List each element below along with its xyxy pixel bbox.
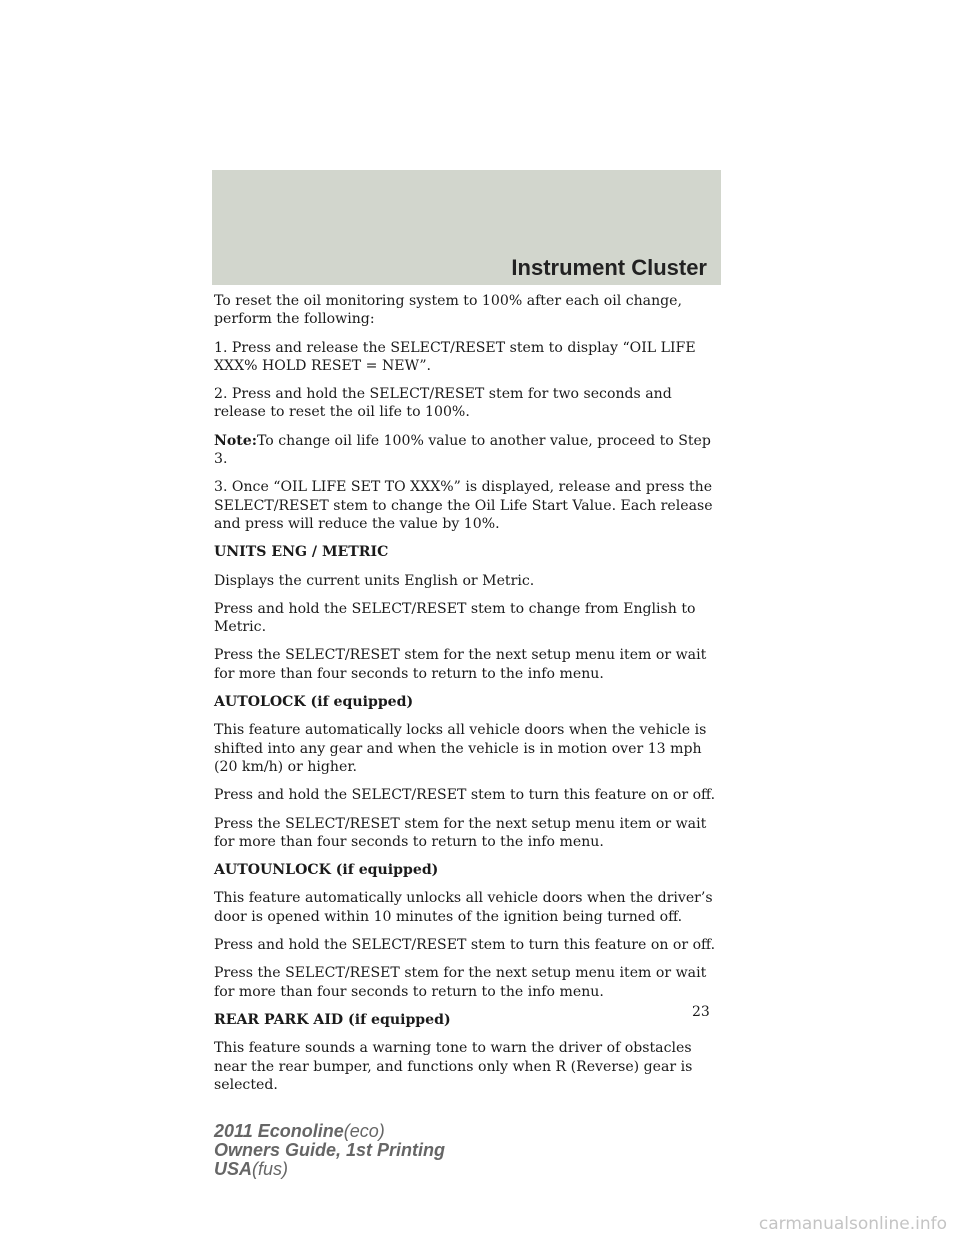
heading-autolock: AUTOLOCK (if equipped) xyxy=(214,694,414,711)
footer-model-code: (eco) xyxy=(343,1121,385,1141)
footer-market: USA xyxy=(214,1159,253,1179)
footer-edition xyxy=(214,1122,445,1179)
paragraph-autolock-toggle: Press and hold the SELECT/RESET stem to turn this feature on or off. xyxy=(214,787,716,804)
page-number: 23 xyxy=(692,1004,710,1020)
paragraph-autounlock-toggle: Press and hold the SELECT/RESET stem to turn this feature on or off. xyxy=(214,937,716,954)
footer-line-3 xyxy=(214,1160,445,1179)
paragraph-units-change: Press and hold the SELECT/RESET stem to change from English to Metric. xyxy=(214,600,696,636)
paragraph-step-2: 2. Press and hold the SELECT/RESET stem for two seconds and release to reset the oil life to 100%. xyxy=(214,386,672,421)
note-text: To change oil life 100% value to another value, proceed to Step 3. xyxy=(214,432,711,468)
paragraph-step-3: 3. Once “OIL LIFE SET TO XXX%” is displayed, release and press the SELECT/RESET stem to change the Oil Life Start Value. Each release and press will reduce the value by 10%. xyxy=(214,479,713,532)
paragraph-step-1: 1. Press and release the SELECT/RESET stem to display “OIL LIFE XXX% HOLD RESET = NEW”. xyxy=(214,339,696,374)
paragraph-intro: To reset the oil monitoring system to 100% after each oil change, perform the following: xyxy=(214,293,682,328)
heading-autounlock: AUTOUNLOCK (if equipped) xyxy=(214,862,439,879)
paragraph-rear-park-aid-desc: This feature sounds a warning tone to warn the driver of obstacles near the rear bumper, and functions only when R (Reverse) gear is selected. xyxy=(214,1040,693,1093)
paragraph-autounlock-next: Press the SELECT/RESET stem for the next setup menu item or wait for more than four seconds to return to the info menu. xyxy=(214,965,707,1000)
footer-line-2: Owners Guide, 1st Printing xyxy=(214,1140,446,1160)
note-label: Note: xyxy=(214,432,257,449)
paragraph-autounlock-desc: This feature automatically unlocks all vehicle doors when the driver’s door is opened within 10 minutes of the ignition being turned off. xyxy=(214,890,713,925)
heading-units: UNITS ENG / METRIC xyxy=(214,544,389,561)
watermark: carmanualsonline.info xyxy=(758,1214,947,1234)
body-text xyxy=(214,292,724,1104)
footer-market-code: (fus) xyxy=(252,1159,289,1179)
section-title: Instrument Cluster xyxy=(511,255,707,280)
paragraph-autolock-next: Press the SELECT/RESET stem for the next setup menu item or wait for more than four seconds to return to the info menu. xyxy=(214,815,707,850)
footer-model: 2011 Econoline xyxy=(214,1121,344,1141)
paragraph-note xyxy=(214,432,724,469)
section-header-box xyxy=(212,170,721,285)
paragraph-units-next: Press the SELECT/RESET stem for the next setup menu item or wait for more than four seconds to return to the info menu. xyxy=(214,647,707,682)
heading-rear-park-aid: REAR PARK AID (if equipped) xyxy=(214,1011,451,1028)
paragraph-units-display: Displays the current units English or Metric. xyxy=(214,572,535,589)
paragraph-autolock-desc: This feature automatically locks all vehicle doors when the vehicle is shifted into any gear and when the vehicle is in motion over 13 mph (20 km/h) or higher. xyxy=(214,722,707,775)
footer-line-1 xyxy=(214,1122,445,1141)
